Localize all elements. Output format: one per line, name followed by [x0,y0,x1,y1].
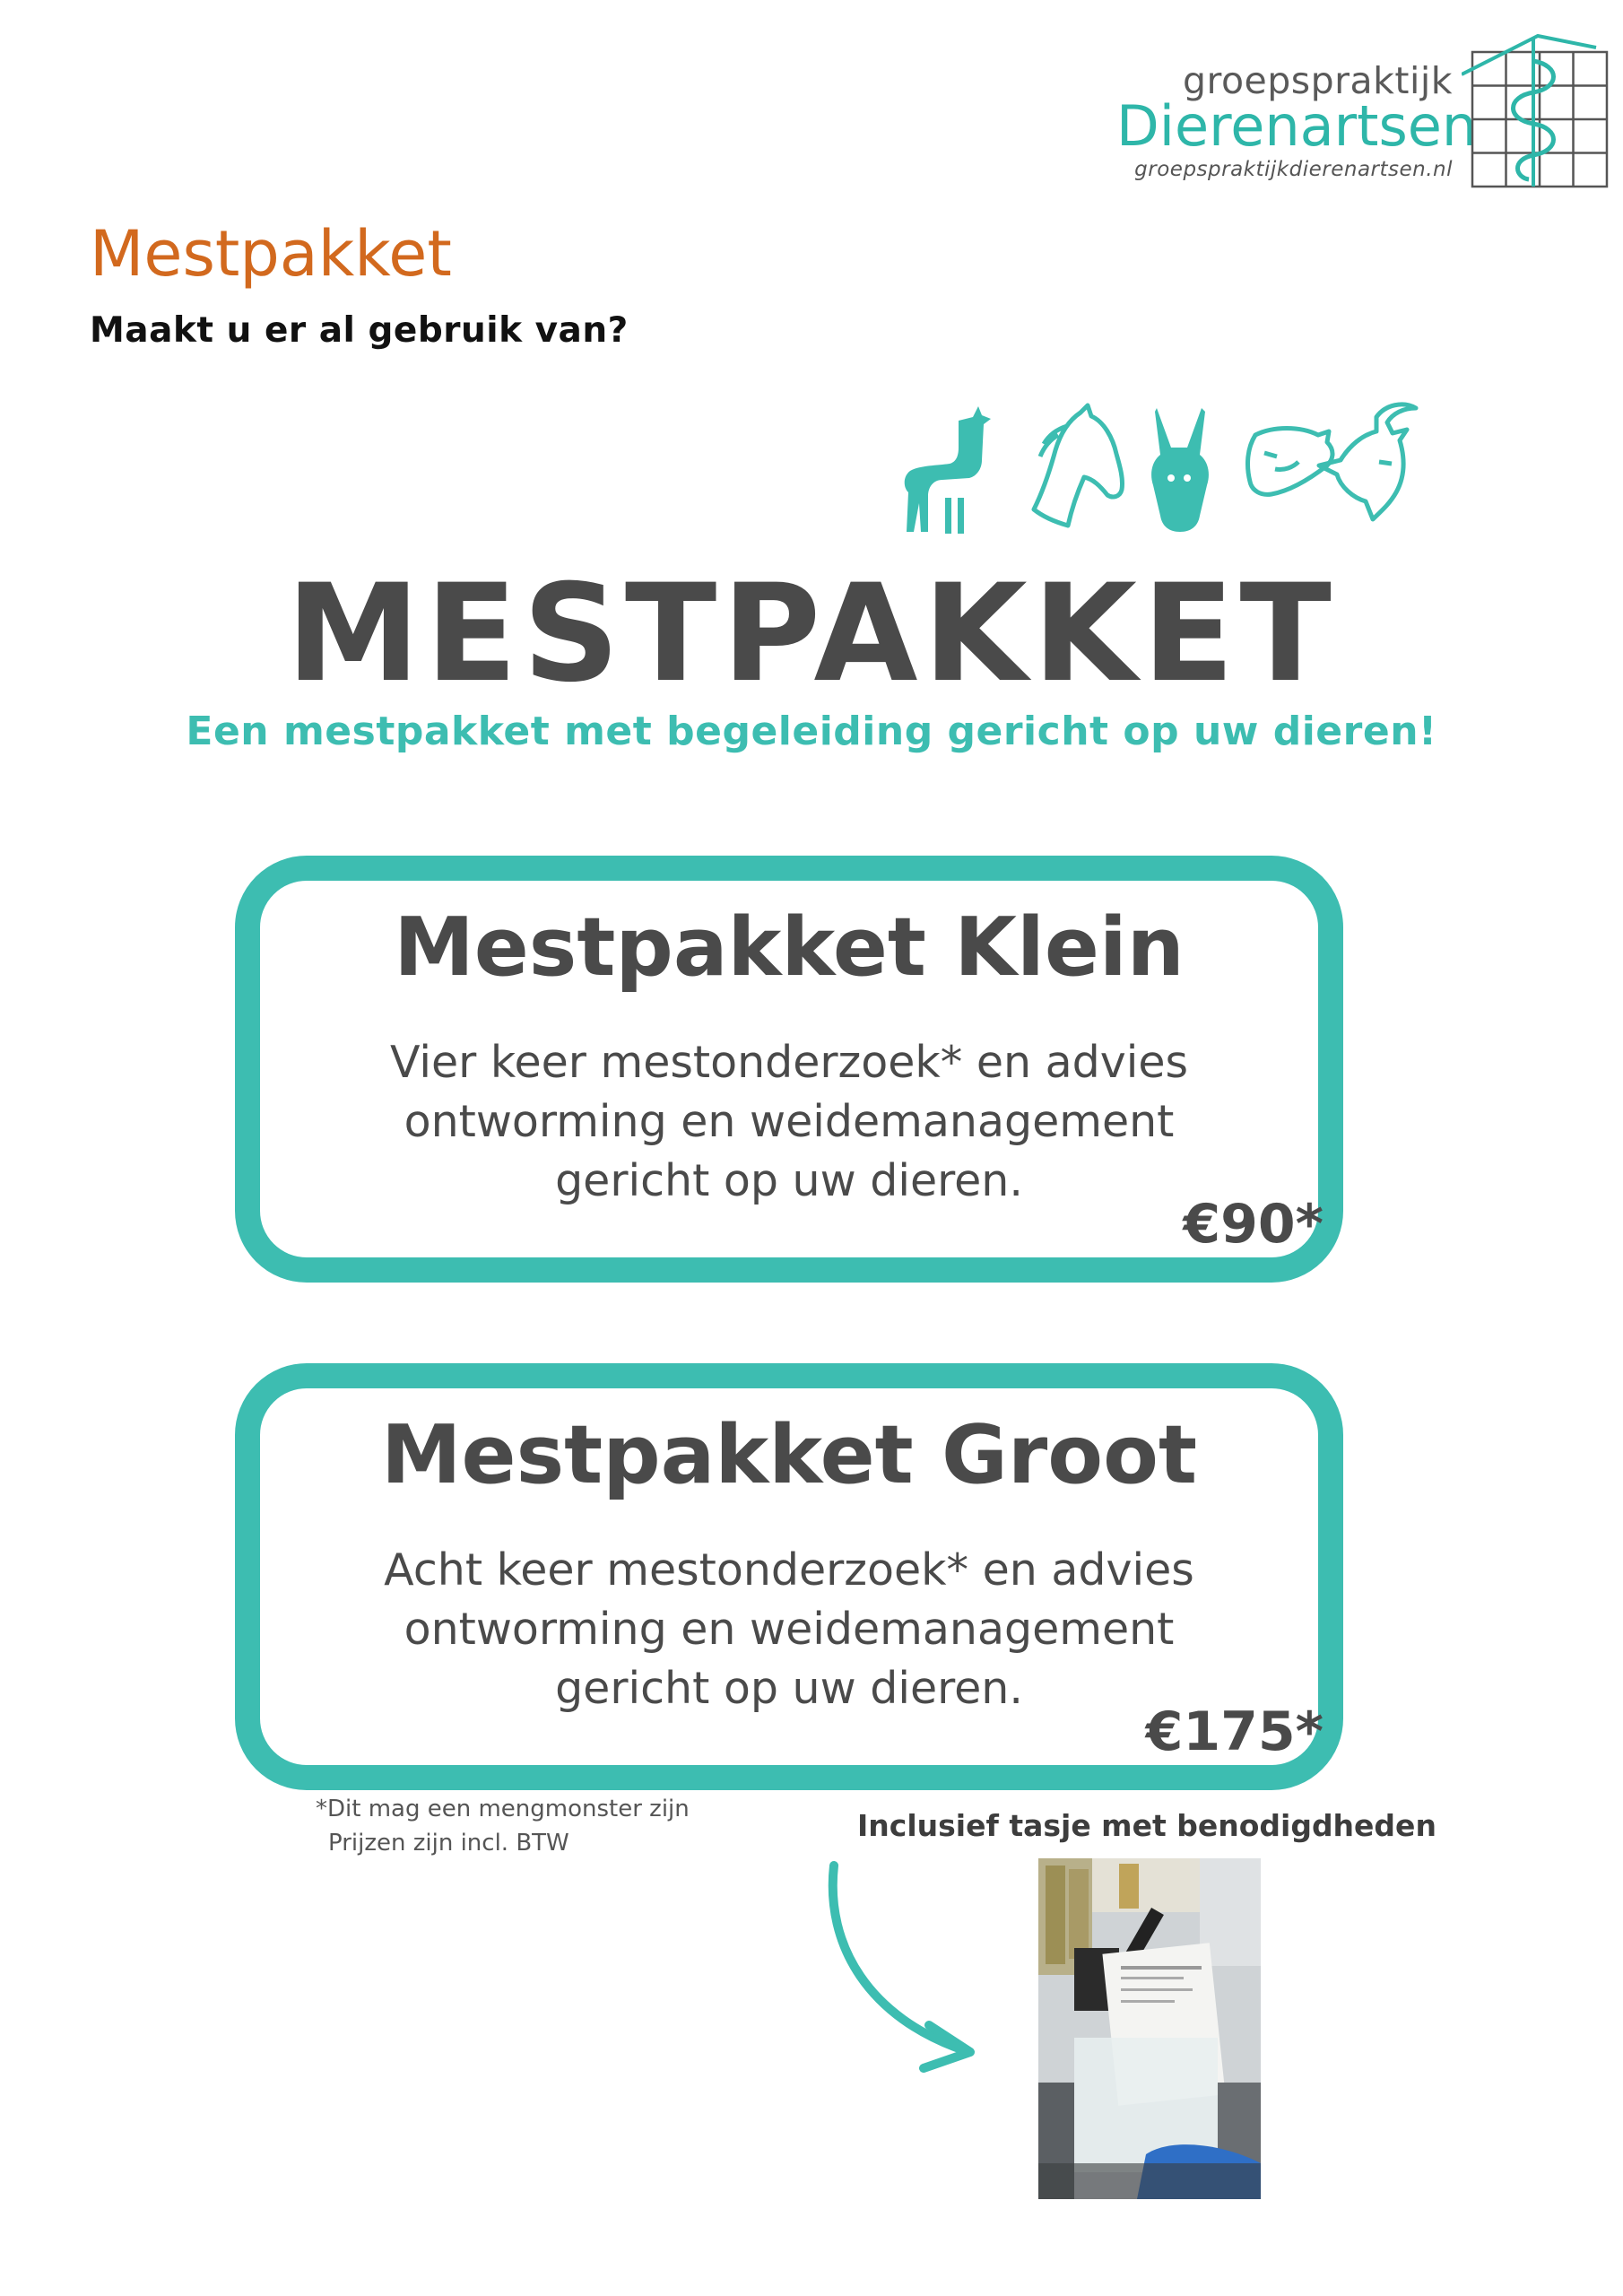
package-description-line: ontworming en weidemanagement [404,1096,1175,1147]
package-description-line: Vier keer mestonderzoek* en advies [389,1037,1189,1088]
included-bag-label: Inclusief tasje met benodigdheden [857,1808,1436,1843]
hero-tagline: Een mestpakket met begeleiding gericht op uw dieren! [186,709,1437,754]
package-card-klein [235,856,1343,1283]
logo-grid-staff-icon [1462,25,1614,191]
goat-icon [1319,404,1416,519]
page-title: Mestpakket [90,217,452,291]
package-description-line: gericht op uw dieren. [555,1155,1023,1206]
hero-title: MESTPAKKET [286,556,1337,712]
product-photo [1038,1858,1261,2199]
alpaca-icon [905,406,991,534]
horse-icon [1034,405,1123,526]
package-description-line: gericht op uw dieren. [555,1663,1023,1714]
package-price: €175* [1145,1700,1324,1763]
logo-text-top: groepspraktijk [1182,59,1453,102]
package-description-line: ontworming en weidemanagement [404,1604,1175,1655]
package-description-line: Acht keer mestonderzoek* en advies [384,1544,1194,1596]
page-subtitle: Maakt u er al gebruik van? [90,310,629,351]
curved-arrow-icon [807,1848,1004,2081]
package-card-groot [235,1363,1343,1790]
logo-text-main: Dierenartsen [1116,93,1478,159]
footnote-mixed-sample: *Dit mag een mengmonster zijn [316,1796,690,1822]
package-title: Mestpakket Groot [381,1408,1197,1502]
package-title: Mestpakket Klein [394,900,1185,995]
animal-icons-row [888,399,1426,543]
sheep-icon [1248,429,1332,495]
logo-url: groepspraktijkdierenartsen.nl [1134,158,1453,181]
package-price: €90* [1183,1193,1324,1256]
package-description [260,1033,1318,1211]
footnotes [316,1792,690,1860]
package-description [260,1541,1318,1718]
donkey-icon [1151,408,1209,532]
footnote-vat: Prijzen zijn incl. BTW [328,1830,569,1857]
